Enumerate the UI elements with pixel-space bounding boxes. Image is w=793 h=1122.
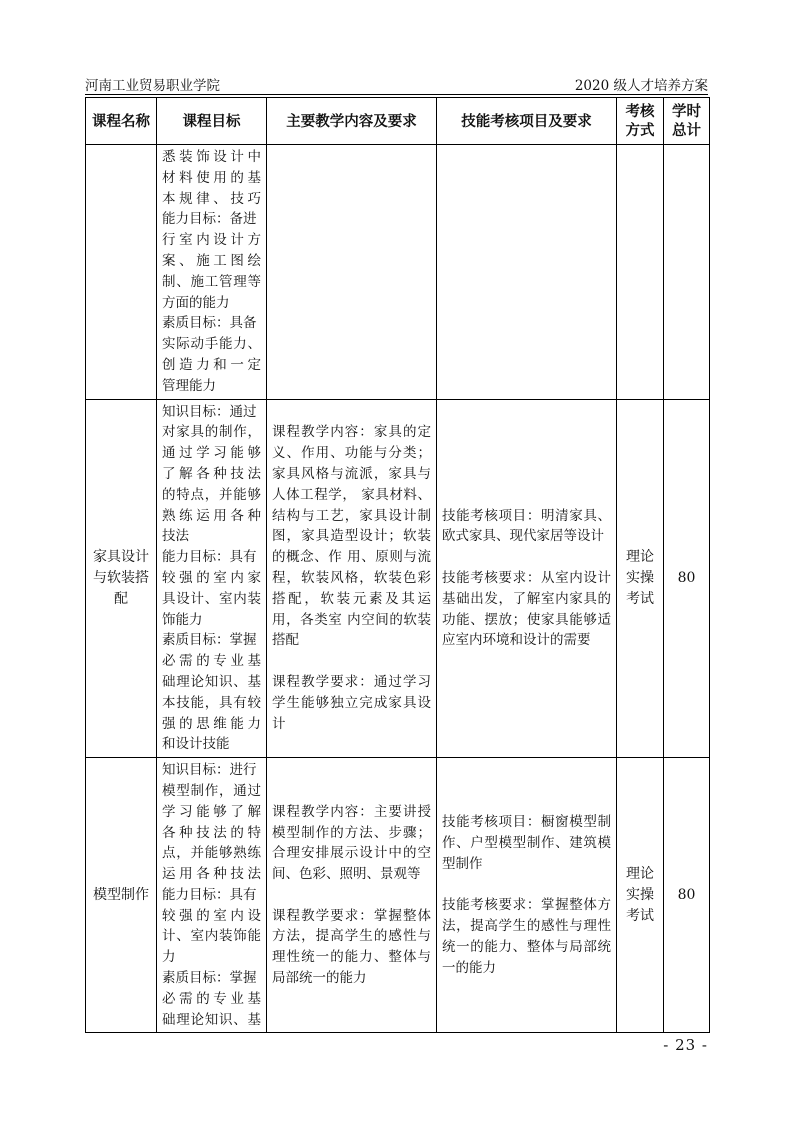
course-name-cell [86, 399, 157, 758]
content-cell [267, 399, 437, 758]
objective-line: 熟练运用各种 [162, 507, 261, 524]
objective-line: 通过学习能够 [162, 445, 261, 462]
objective-line: 本规律、技巧 [162, 190, 261, 207]
col-header-objectives: 课程目标 [157, 98, 267, 145]
objective-line: 学习能够了解 [162, 803, 261, 820]
method-cell [617, 145, 664, 400]
page-number: - 23 - [663, 1036, 708, 1054]
objectives-cell [157, 145, 267, 400]
objectives-cell [157, 758, 267, 1033]
objective-line: 方面的能力 [162, 294, 230, 311]
skill-items: 技能考核项目：明清家具、欧式家具、现代家居等设计 [442, 507, 611, 545]
objective-line: 强的思维能力 [162, 715, 261, 732]
objectives-cell [157, 399, 267, 758]
page-header [85, 72, 708, 95]
content-requirement: 课程教学要求：掌握整体方法，提高学生的感性与理性统一的能力、整体与局部统一的能力 [272, 907, 431, 987]
objective-line: 的特点，并能够 [162, 486, 261, 503]
objective-line: 素质目标：掌握 [162, 970, 257, 987]
objective-line: 能力目标：具有 [162, 549, 257, 566]
objective-line: 对家具的制作， [162, 424, 261, 441]
objective-line: 案、施工图绘 [162, 252, 261, 269]
hours-cell: 80 [664, 758, 710, 1033]
hours-cell: 80 [664, 399, 710, 758]
course-name: 家具设计与软装搭配 [93, 548, 149, 607]
objective-line: 技法 [162, 528, 189, 545]
objective-line: 素质目标：掌握 [162, 632, 257, 649]
objective-line: 能力目标：备进 [162, 211, 257, 228]
col-header-hours: 学时 总计 [664, 98, 710, 145]
content-text: 课程教学内容：家具的定义、作用、功能与分类；家具风格与流派，家具与人体工程学， 家具材料、结构与工艺，家具设计制图，家具造型设计；软装的概念、作 用、原则与流程，软装风格，软装色彩搭配，软装元素及其运用，各类室 内空间的软装搭配 [272, 424, 431, 649]
objective-line: 管理能力 [162, 377, 216, 394]
objective-line: 点，并能够熟练 [162, 845, 261, 862]
content-cell [267, 145, 437, 400]
objective-line: 础理论知识、基 [162, 1011, 261, 1028]
skill-items: 技能考核项目：橱窗模型制作、户型模型制作、建筑模型制作 [442, 814, 611, 872]
method-cell [617, 399, 664, 758]
objective-line: 必需的专业基 [162, 990, 261, 1007]
objective-line: 悉装饰设计中 [162, 149, 261, 165]
table-row [86, 145, 710, 400]
objective-line: 具设计、室内装 [162, 590, 261, 607]
skill-cell [437, 399, 617, 758]
table-row [86, 758, 710, 1033]
method-text: 理论实操考试 [626, 548, 654, 607]
objective-line: 知识目标：进行 [162, 762, 257, 779]
plan-title: 2020 级人才培养方案 [574, 78, 708, 94]
course-name-cell: 模型制作 [86, 758, 157, 1033]
objective-line: 必需的专业基 [162, 653, 261, 670]
objective-line: 础理论知识、基 [162, 673, 261, 690]
table-row [86, 399, 710, 758]
objective-line: 知识目标：通过 [162, 403, 257, 420]
objective-line: 材料使用的基 [162, 169, 261, 186]
method-text: 理论实操考试 [626, 865, 654, 924]
content-cell [267, 758, 437, 1033]
skill-requirement: 技能考核要求：掌握整体方法，提高学生的感性与理性统一的能力、整体与局部统一的能力 [442, 897, 611, 976]
skill-cell [437, 145, 617, 400]
objective-line: 实际动手能力、 [162, 336, 261, 353]
content-requirement: 课程教学要求：通过学习学生能够独立完成家具设计 [272, 673, 431, 732]
skill-cell [437, 758, 617, 1033]
method-cell [617, 758, 664, 1033]
objective-line: 模型制作，通过 [162, 782, 261, 799]
content-text: 课程教学内容：主要讲授模型制作的方法、步骤；合理安排展示设计中的空间、色彩、照明、景观等 [272, 803, 431, 883]
course-table [85, 97, 710, 1033]
objective-line: 各种技法的特 [162, 824, 261, 841]
objective-line: 较强的室内设 [162, 907, 261, 924]
col-header-skill: 技能考核项目及要求 [437, 98, 617, 145]
school-name: 河南工业贸易职业学院 [85, 78, 220, 94]
objective-line: 创造力和一定 [162, 356, 261, 373]
objective-line: 较强的室内家 [162, 569, 261, 586]
course-name-cell [86, 145, 157, 400]
objective-line: 力 [162, 949, 176, 966]
objective-line: 计、室内装饰能 [162, 928, 261, 945]
objective-line: 饰能力 [162, 611, 203, 628]
objective-line: 和设计技能 [162, 736, 230, 753]
hours-cell [664, 145, 710, 400]
objective-line: 能力目标：具有 [162, 886, 257, 903]
objective-line: 素质目标：具备 [162, 315, 257, 332]
skill-requirement: 技能考核要求：从室内设计基础出发，了解室内家具的功能、摆放；使家具能够适应室内环境和设计的需要 [442, 569, 611, 649]
col-header-content: 主要教学内容及要求 [267, 98, 437, 145]
objective-line: 本技能，具有较 [162, 694, 261, 711]
objective-line: 了解各种技法 [162, 465, 261, 482]
col-header-method: 考核 方式 [617, 98, 664, 145]
objective-line: 制、施工管理等 [162, 273, 261, 290]
table-header-row [86, 98, 710, 145]
objective-line: 行室内设计方 [162, 232, 261, 249]
objective-line: 运用各种技法 [162, 866, 261, 883]
col-header-course-name: 课程名称 [86, 98, 157, 145]
